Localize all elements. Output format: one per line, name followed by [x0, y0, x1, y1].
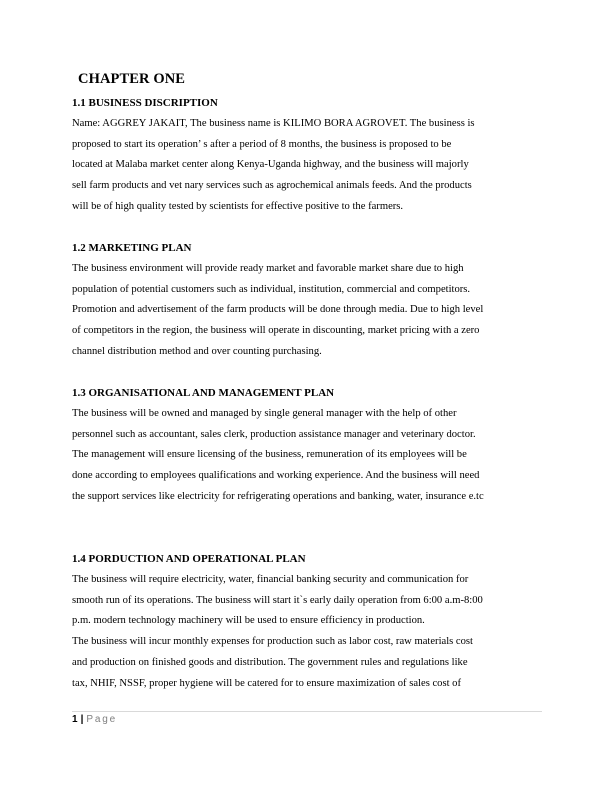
- footer-divider: [72, 711, 542, 712]
- paragraph-line: and production on finished goods and distribution. The government rules and regulations like: [72, 656, 468, 668]
- section-marketing-plan: [72, 241, 548, 363]
- page-word: Page: [86, 714, 117, 725]
- paragraph-line: sell farm products and vet nary services such as agrochemical animals feeds. And the products: [72, 180, 472, 192]
- section-heading: 1.3 ORGANISATIONAL AND MANAGEMENT PLAN: [72, 387, 335, 399]
- paragraph-line: p.m. modern technology machinery will be used to ensure efficiency in production.: [72, 615, 425, 627]
- paragraph-line: Promotion and advertisement of the farm products will be done through media. Due to high level: [72, 304, 484, 316]
- paragraph-line: Name: AGGREY JAKAIT, The business name is KILIMO BORA AGROVET. The business is: [72, 118, 475, 129]
- paragraph-line: channel distribution method and over counting purchasing.: [72, 345, 322, 357]
- page-footer: [72, 714, 117, 725]
- paragraph-line: The business will be owned and managed by single general manager with the help of other: [72, 408, 457, 419]
- paragraph-line: The business environment will provide ready market and favorable market share due to high: [72, 263, 464, 274]
- chapter-title: CHAPTER ONE: [78, 71, 186, 87]
- section-heading: 1.2 MARKETING PLAN: [72, 242, 192, 254]
- paragraph-line: the support services like electricity for refrigerating operations and banking, water, insurance e.tc: [72, 490, 484, 502]
- paragraph-line: of competitors in the region, the business will operate in discounting, market pricing with a zero: [72, 325, 480, 337]
- section-heading: 1.1 BUSINESS DISCRIPTION: [72, 97, 218, 109]
- section-organisational-management-plan: [72, 386, 548, 508]
- section-production-operational-plan: [72, 552, 548, 694]
- paragraph-line: smooth run of its operations. The business will start it`s early daily operation from 6:00 a.m-8:00: [72, 594, 483, 606]
- paragraph-line: The business will incur monthly expenses for production such as labor cost, raw materials cost: [72, 636, 474, 648]
- page-number: 1: [72, 714, 78, 725]
- paragraph-line: located at Malaba market center along Kenya-Uganda highway, and the business will majorly: [72, 159, 469, 171]
- paragraph-line: tax, NHIF, NSSF, proper hygiene will be catered for to ensure maximization of sales cost of: [72, 677, 461, 689]
- paragraph-line: proposed to start its operation’ s after a period of 8 months, the business is proposed to be: [72, 138, 452, 150]
- paragraph-line: The management will ensure licensing of the business, remuneration of its employees will be: [72, 449, 467, 461]
- footer-separator: |: [80, 714, 84, 725]
- section-business-description: [72, 96, 548, 218]
- paragraph-line: The business will require electricity, water, financial banking security and communication for: [72, 574, 469, 585]
- paragraph-line: done according to employees qualifications and working experience. And the business will need: [72, 470, 480, 482]
- paragraph-line: will be of high quality tested by scientists for effective positive to the farmers.: [72, 200, 404, 212]
- section-heading: 1.4 PORDUCTION AND OPERATIONAL PLAN: [72, 553, 306, 565]
- paragraph-line: population of potential customers such as individual, institution, commercial and competitors.: [72, 283, 471, 295]
- paragraph-line: personnel such as accountant, sales clerk, production assistance manager and veterinary doctor.: [72, 428, 476, 440]
